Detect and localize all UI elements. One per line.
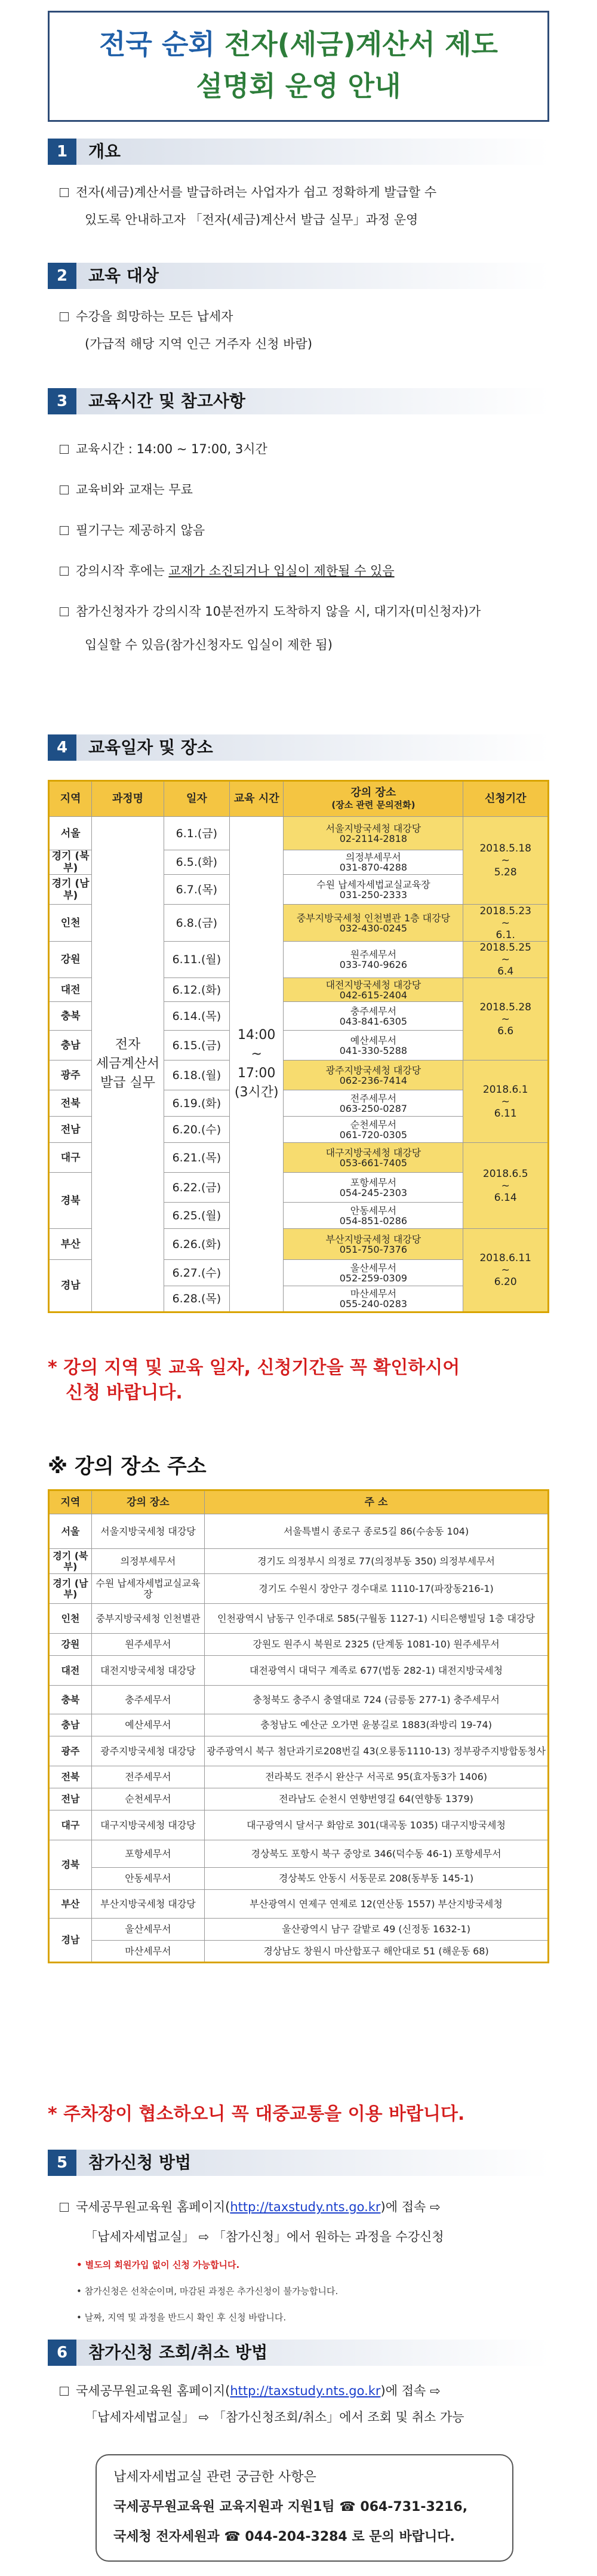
taxstudy-link[interactable]: http://taxstudy.nts.go.kr [230,2200,381,2214]
checkbox-square-icon [60,485,69,494]
section-number: 6 [48,2340,76,2366]
cell-address: 경상북도 포항시 북구 중앙로 346(덕수동 46-1) 포항세무서 [205,1840,549,1868]
cell-address: 충청남도 예산군 오가면 윤봉길로 1883(좌방리 19-74) [205,1714,549,1736]
cell-place: 예산세무서 041-330-5288 [284,1031,463,1060]
table-row [49,1656,549,1686]
cell-period: 2018.6.5 ~ 6.14 [463,1143,549,1229]
cell-region: 대구 [49,1810,92,1840]
contact-line-2: 국세공무원교육원 교육지원과 지원1팀 ☎ 064-731-3216, [113,2500,468,2514]
section-4-header [48,734,549,761]
cell-date: 6.18.(월) [164,1060,229,1090]
cell-date: 6.28.(목) [164,1286,229,1312]
bullet-continuation: (가급적 해당 지역 인근 거주자 신청 바람) [85,337,313,351]
table-row [49,1788,549,1810]
title-box [48,11,549,122]
cell-address: 대구광역시 달서구 화암로 301(대곡동 1035) 대구지방국세청 [205,1810,549,1840]
checkbox-square-icon [60,607,69,616]
cell-region: 강원 [49,942,92,978]
section-label: 참가신청 조회/취소 방법 [88,2343,268,2362]
cell-region: 충북 [49,1686,92,1714]
cell-date: 6.21.(목) [164,1143,229,1173]
bullet-item: 수강을 희망하는 모든 납세자 [60,307,561,326]
bullet-item: 필기구는 제공하지 않음 [60,521,561,540]
cell-place: 순천세무서 061-720-0305 [284,1117,463,1143]
cell-date: 6.25.(월) [164,1203,229,1229]
bullet-item: 교육비와 교재는 무료 [60,480,561,499]
address-table [48,1489,549,1963]
cell-address: 서울특별시 종로구 종로5길 86(수송동 104) [205,1514,549,1549]
cell-period: 2018.5.25 ~ 6.4 [463,942,549,978]
cell-place: 광주지방국세청 대강당 062-236-7414 [284,1060,463,1090]
cell-time: 14:00 ~ 17:00 (3시간) [230,817,284,1312]
cell-region: 경기 (북부) [49,1549,92,1574]
table-row [49,1736,549,1766]
cell-region: 경남 [49,1919,92,1963]
section-1-header [48,139,549,165]
cell-place: 중부지방국세청 인천별관 1층 대강당 032-430-0245 [284,905,463,942]
section-6-header [48,2340,549,2366]
checkbox-square-icon [60,445,69,454]
header-period: 신청기간 [463,781,549,817]
cell-place: 중부지방국세청 인천별관 [91,1604,204,1634]
cell-address: 대전광역시 대덕구 계족로 677(법동 282-1) 대전지방국세청 [205,1656,549,1686]
cell-region: 서울 [49,817,92,850]
cell-period: 2018.6.1 ~ 6.11 [463,1060,549,1143]
cell-place: 의정부세무서 031-870-4288 [284,850,463,875]
cell-region: 인천 [49,905,92,942]
parking-notice: * 주차장이 협소하오니 꼭 대중교통을 이용 바랍니다. [48,2104,465,2125]
page-title-line1: 전국 순회 전자(세금)계산서 제도 [99,28,498,60]
cell-region: 인천 [49,1604,92,1634]
cell-region: 경남 [49,1260,92,1312]
table-row [49,1941,549,1963]
section-number: 5 [48,2150,76,2176]
table-row [49,1919,549,1941]
section-label: 개요 [88,142,121,161]
bullet-continuation: 「납세자세법교실」 ⇨ 「참가신청」에서 원하는 과정을 수강신청 [85,2230,444,2244]
cell-region: 광주 [49,1060,92,1090]
checkbox-square-icon [60,526,69,535]
note-check: • 날짜, 지역 및 과정을 반드시 확인 후 신청 바랍니다. [76,2312,287,2323]
section-label: 교육일자 및 장소 [88,737,213,757]
cell-date: 6.27.(수) [164,1260,229,1286]
cell-place: 충주세무서 043-841-6305 [284,1002,463,1031]
schedule-notice: * 강의 지역 및 교육 일자, 신청기간을 꼭 확인하시어 신청 바랍니다. [48,1357,460,1403]
table-header-row [49,781,549,817]
cell-address: 인천광역시 남동구 인주대로 585(구월동 1127-1) 시티은행빌딩 1층 대강당 [205,1604,549,1634]
table-row [49,1604,549,1634]
table-row [49,1810,549,1840]
cell-address: 경기도 수원시 장안구 경수대로 1110-17(파장동216-1) [205,1574,549,1604]
cell-region: 경북 [49,1173,92,1229]
cell-region: 전북 [49,1090,92,1117]
cell-place: 대구지방국세청 대강당 053-661-7405 [284,1143,463,1173]
checkbox-square-icon [60,2203,69,2212]
cell-date: 6.15.(금) [164,1031,229,1060]
cell-place: 마산세무서 [91,1941,204,1963]
bullet-continuation: 「납세자세법교실」 ⇨ 「참가신청조회/취소」에서 조회 및 취소 가능 [85,2410,464,2424]
cell-date: 6.11.(월) [164,942,229,978]
cell-region: 전북 [49,1766,92,1788]
cell-place: 서울지방국세청 대강당 [91,1514,204,1549]
cell-place: 예산세무서 [91,1714,204,1736]
cell-period: 2018.5.23 ~ 6.1. [463,905,549,942]
cell-region: 충남 [49,1031,92,1060]
address-section-title: ※ 강의 장소 주소 [48,1455,207,1478]
cell-date: 6.5.(화) [164,850,229,875]
bullet-item: 교육시간 : 14:00 ~ 17:00, 3시간 [60,439,561,459]
section-number: 1 [48,139,76,165]
cell-date: 6.1.(금) [164,817,229,850]
cell-region: 광주 [49,1736,92,1766]
checkbox-square-icon [60,312,69,321]
section-label: 교육 대상 [88,266,159,285]
table-row [49,817,549,850]
checkbox-square-icon [60,188,69,197]
cell-place: 전주세무서 [91,1766,204,1788]
cell-address: 경상북도 안동시 서동문로 208(동부동 145-1) [205,1868,549,1890]
note-no-signup: • 별도의 회원가입 없이 신청 가능합니다. [76,2260,240,2270]
cell-address: 충청북도 충주시 충열대로 724 (금릉동 277-1) 충주세무서 [205,1686,549,1714]
cell-date: 6.8.(금) [164,905,229,942]
table-row [49,1714,549,1736]
cell-period: 2018.5.28 ~ 6.6 [463,978,549,1060]
cell-place: 울산세무서 052-259-0309 [284,1260,463,1286]
cell-region: 서울 [49,1514,92,1549]
cell-place: 광주지방국세청 대강당 [91,1736,204,1766]
cell-place: 원주세무서 [91,1634,204,1656]
cell-period: 2018.6.11 ~ 6.20 [463,1229,549,1312]
cell-place: 서울지방국세청 대강당 02-2114-2818 [284,817,463,850]
cell-place: 마산세무서 055-240-0283 [284,1286,463,1312]
cell-period: 2018.5.18 ~ 5.28 [463,817,549,905]
cell-place: 수원 납세자세법교실교육장 [91,1574,204,1604]
bullet-item: 강의시작 후에는 교재가 소진되거나 입실이 제한될 수 있음 [60,561,561,580]
cell-date: 6.19.(화) [164,1090,229,1117]
cell-place: 대전지방국세청 대강당 [91,1656,204,1686]
header-date: 일자 [164,781,229,817]
cell-course-name: 전자 세금계산서 발급 실무 [92,817,164,1312]
cell-region: 대구 [49,1143,92,1173]
cell-place: 부산지방국세청 대강당 051-750-7376 [284,1229,463,1260]
cell-address: 울산광역시 남구 갈밭로 49 (신정동 1632-1) [205,1919,549,1941]
section-number: 4 [48,734,76,761]
table-row [49,1766,549,1788]
bullet-item: 참가신청자가 강의시작 10분전까지 도착하지 않을 시, 대기자(미신청자)가 [60,602,561,621]
header-address: 주 소 [205,1490,549,1514]
table-row [49,1686,549,1714]
cell-date: 6.7.(목) [164,875,229,905]
cell-place: 원주세무서 033-740-9626 [284,942,463,978]
cell-region: 대전 [49,1656,92,1686]
cell-place: 순천세무서 [91,1788,204,1810]
bullet-item: 국세공무원교육원 홈페이지(http://taxstudy.nts.go.kr)에 접속 ⇨ [60,2197,561,2217]
cell-address: 전라남도 순천시 연향번영길 64(연향동 1379) [205,1788,549,1810]
page-title-line2: 설명회 운영 안내 [196,70,401,102]
table-row [49,1890,549,1919]
cell-address: 광주광역시 북구 첨단과기로208번길 43(오룡동1110-13) 정부광주지방합동청사 [205,1736,549,1766]
cell-place: 충주세무서 [91,1686,204,1714]
cell-address: 경상남도 창원시 마산합포구 해안대로 51 (해운동 68) [205,1941,549,1963]
schedule-table [48,780,549,1313]
cell-region: 부산 [49,1890,92,1919]
cell-place: 포항세무서 054-245-2303 [284,1173,463,1203]
cell-address: 부산광역시 연제구 연제로 12(연산동 1557) 부산지방국세청 [205,1890,549,1919]
section-2-header [48,263,549,289]
cell-place: 대구지방국세청 대강당 [91,1810,204,1840]
contact-box [96,2454,513,2562]
section-number: 2 [48,263,76,289]
cell-address: 강원도 원주시 북원로 2325 (단계동 1081-10) 원주세무서 [205,1634,549,1656]
header-course: 과정명 [92,781,164,817]
header-time: 교육 시간 [230,781,284,817]
bullet-item: 국세공무원교육원 홈페이지(http://taxstudy.nts.go.kr)에 접속 ⇨ [60,2381,561,2400]
cell-region: 경기 (북부) [49,850,92,875]
cell-place: 전주세무서 063-250-0287 [284,1090,463,1117]
cell-region: 부산 [49,1229,92,1260]
header-place: 강의 장소 (장소 관련 문의전화) [284,781,463,817]
cell-date: 6.12.(화) [164,978,229,1002]
cell-region: 전남 [49,1117,92,1143]
cell-place: 부산지방국세청 대강당 [91,1890,204,1919]
table-row [49,1549,549,1574]
section-label: 참가신청 방법 [88,2153,192,2172]
cell-address: 전라북도 전주시 완산구 서곡로 95(효자동3가 1406) [205,1766,549,1788]
table-row [49,1514,549,1549]
table-row [49,1634,549,1656]
cell-region: 충남 [49,1714,92,1736]
table-header-row [49,1490,549,1514]
cell-place: 안동세무서 [91,1868,204,1890]
cell-region: 경기 (남부) [49,875,92,905]
table-row [49,1574,549,1604]
cell-region: 전남 [49,1788,92,1810]
checkbox-square-icon [60,567,69,576]
header-region: 지역 [49,781,92,817]
header-region: 지역 [49,1490,92,1514]
cell-date: 6.26.(화) [164,1229,229,1260]
cell-date: 6.22.(금) [164,1173,229,1203]
cell-region: 충북 [49,1002,92,1031]
section-number: 3 [48,388,76,414]
section-label: 교육시간 및 참고사항 [88,391,245,411]
cell-region: 경기 (남부) [49,1574,92,1604]
cell-region: 경북 [49,1840,92,1890]
taxstudy-link[interactable]: http://taxstudy.nts.go.kr [230,2384,381,2398]
bullet-continuation: 있도록 안내하고자 「전자(세금)계산서 발급 실무」과정 운영 [85,213,418,227]
cell-date: 6.14.(목) [164,1002,229,1031]
checkbox-square-icon [60,2387,69,2396]
cell-place: 안동세무서 054-851-0286 [284,1203,463,1229]
cell-region: 강원 [49,1634,92,1656]
table-row [49,1840,549,1868]
section-3-header [48,388,549,414]
header-place: 강의 장소 [91,1490,204,1514]
cell-place: 수원 납세자세법교실교육장 031-250-2333 [284,875,463,905]
section-5-header [48,2150,549,2176]
bullet-item: 전자(세금)계산서를 발급하려는 사업자가 쉽고 정확하게 발급할 수 [60,183,561,202]
table-row [49,1868,549,1890]
note-first-come: • 참가신청은 선착순이며, 마감된 과정은 추가신청이 불가능합니다. [76,2286,338,2297]
cell-place: 의정부세무서 [91,1549,204,1574]
contact-line-3: 국세청 전자세원과 ☎ 044-204-3284 로 문의 바랍니다. [113,2529,455,2544]
cell-place: 대전지방국세청 대강당 042-615-2404 [284,978,463,1002]
cell-place: 포항세무서 [91,1840,204,1868]
cell-date: 6.20.(수) [164,1117,229,1143]
cell-place: 울산세무서 [91,1919,204,1941]
contact-line-1: 납세자세법교실 관련 궁금한 사항은 [113,2470,316,2485]
cell-region: 대전 [49,978,92,1002]
bullet-continuation: 입실할 수 있음(참가신청자도 입실이 제한 됨) [85,638,333,652]
cell-address: 경기도 의정부시 의정로 77(의정부동 350) 의정부세무서 [205,1549,549,1574]
